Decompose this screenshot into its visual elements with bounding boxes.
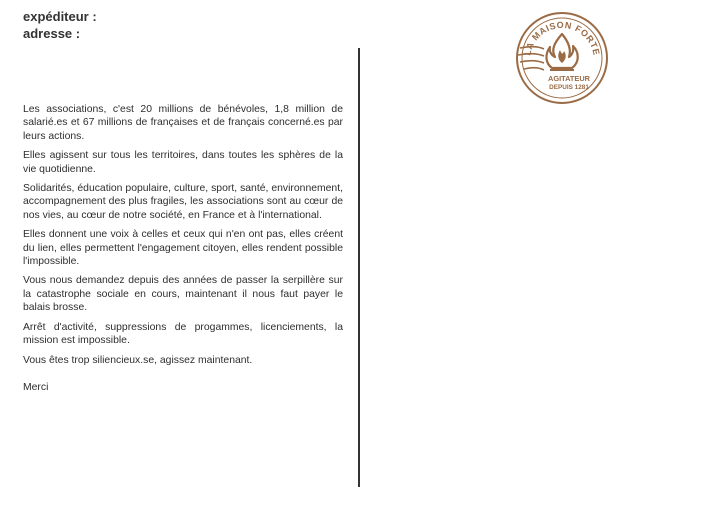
- closing-text: Merci: [23, 381, 49, 393]
- stamp-arc-text: LA MAISON FORTE: [522, 19, 602, 57]
- message-paragraph: Arrêt d'activité, suppressions de progammes, licenciements, la mission est impossible.: [23, 321, 343, 347]
- sender-block: [23, 8, 97, 42]
- la-maison-forte-stamp-logo: [514, 10, 610, 106]
- message-body: [23, 103, 343, 400]
- stamp-line-1: AGITATEUR: [547, 74, 591, 83]
- wind-line-icon: [524, 68, 544, 70]
- flame-icon: [546, 34, 577, 70]
- address-label: adresse :: [23, 26, 81, 41]
- stamp-line-2: DEPUIS 1281: [549, 84, 589, 91]
- message-paragraph: Solidarités, éducation populaire, culture, sport, santé, environnement, accompagnement des plus fragiles, les associations sont au cœur de nos vies, au cœur de notre société, en France et à l'international.: [23, 183, 343, 221]
- message-paragraph: Elles donnent une voix à celles et ceux qui n'en ont pas, elles créent du lien, elles permettent l'engagement citoyen, elles rendent possible l'impossible.: [23, 229, 343, 268]
- message-paragraph: Elles agissent sur tous les territoires, dans toutes les sphères de la vie quotidienne.: [23, 150, 343, 175]
- message-paragraph: Les associations, c'est 20 millions de bénévoles, 1,8 million de salarié.es et 67 millions de françaises et de français concerné.es par leurs actions.: [23, 104, 343, 142]
- message-paragraph: Vous êtes trop siliencieux.se, agissez maintenant.: [23, 354, 253, 366]
- wind-line-icon: [520, 61, 544, 63]
- message-paragraph: Vous nous demandez depuis des années de passer la serpillère sur la catastrophe sociale en cours, maintenant il nous faut payer le balais brosse.: [23, 275, 343, 314]
- sender-label: expéditeur :: [23, 9, 97, 24]
- postcard-divider: [358, 48, 360, 487]
